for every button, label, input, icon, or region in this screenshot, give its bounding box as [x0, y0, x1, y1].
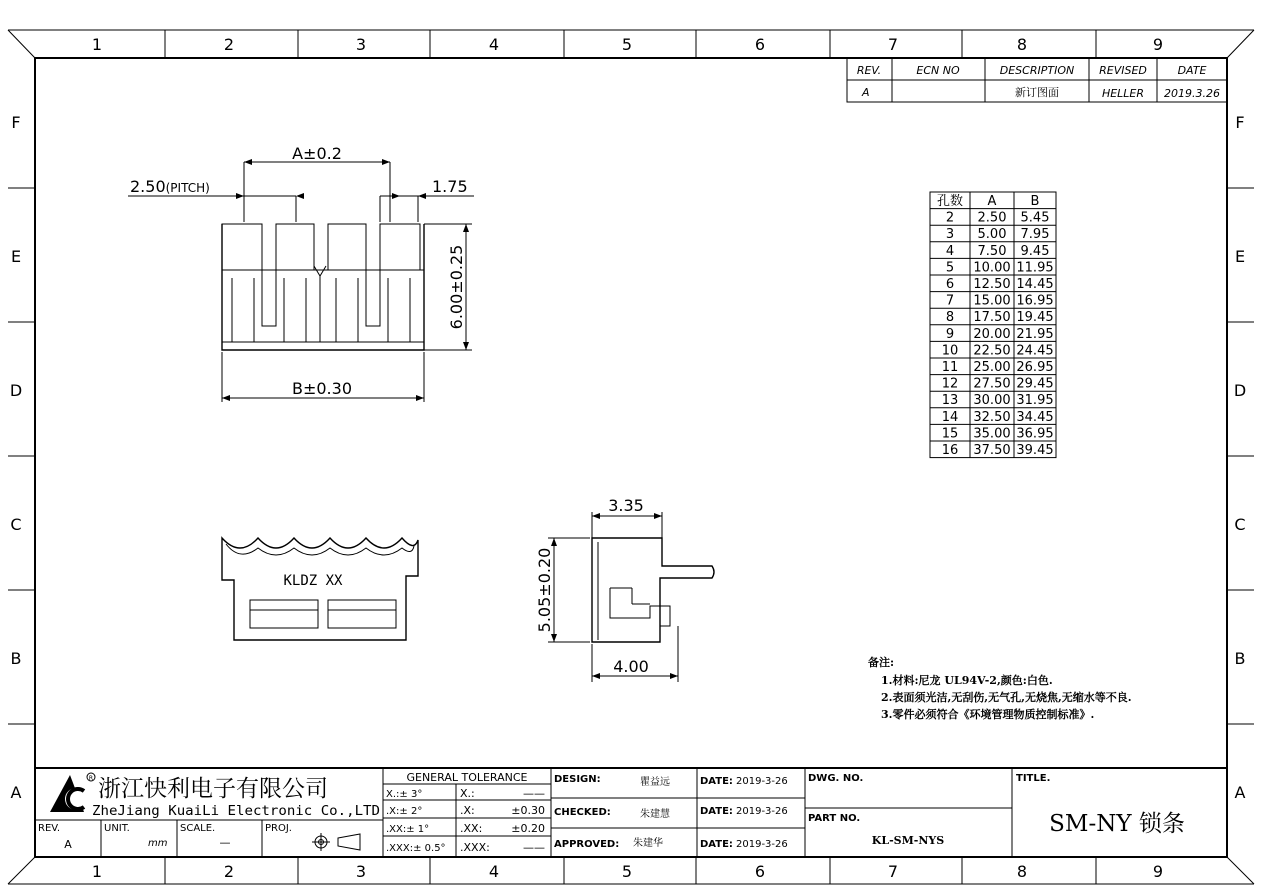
- scale-value: —: [219, 836, 231, 849]
- grid-row-label: C: [1234, 515, 1246, 534]
- approved-label: APPROVED:: [554, 839, 620, 850]
- tol-right-value: ——: [523, 841, 545, 854]
- scale-label: SCALE.: [180, 823, 216, 834]
- checked-label: CHECKED:: [554, 807, 611, 818]
- revised-value: HELLER: [1101, 87, 1145, 100]
- grid-col-label: 7: [887, 35, 899, 54]
- dim-400: 4.00: [613, 657, 649, 676]
- tol-left: X.:± 3°: [386, 789, 423, 800]
- company-name-en: ZheJiang KuaiLi Electronic Co.,LTD: [92, 804, 381, 819]
- hole-table-cell: 10: [941, 343, 959, 359]
- hole-table-cell: 34.45: [1016, 409, 1054, 425]
- grid-col-label: 5: [621, 862, 633, 881]
- note-line: 1.材料:尼龙 UL94V-2,颜色:白色.: [881, 674, 1053, 687]
- hole-table-cell: 9: [945, 326, 955, 342]
- hole-table-cell: 21.95: [1016, 326, 1054, 342]
- grid-col-label: 1: [91, 862, 103, 881]
- hole-table-cell: 17.50: [973, 310, 1011, 326]
- grid-row-label: B: [1234, 649, 1246, 668]
- grid-col-label: 8: [1016, 862, 1028, 881]
- grid-col-label: 7: [887, 862, 899, 881]
- hole-table-cell: 6: [945, 277, 955, 292]
- rev-header: REV.: [856, 64, 882, 77]
- grid-col-label: 9: [1152, 35, 1164, 54]
- date-label: DATE:: [700, 776, 733, 787]
- hole-table-cell: 30.00: [973, 393, 1011, 409]
- date-value: 2019-3-26: [736, 839, 788, 850]
- hole-table-cell: 14: [941, 409, 959, 425]
- dim-505: 5.05±0.20: [535, 547, 554, 633]
- hole-table-cell: 13: [941, 393, 959, 409]
- hole-table-cell: 16: [941, 443, 959, 458]
- hole-table-header: 孔数: [936, 194, 964, 209]
- grid-row-label: E: [10, 247, 22, 266]
- hole-table-cell: 25.00: [973, 360, 1011, 375]
- hole-table-cell: 39.45: [1016, 443, 1054, 458]
- dwg-no-label: DWG. NO.: [808, 773, 864, 784]
- tol-right-value: ——: [523, 787, 545, 800]
- approved-value: 朱建华: [633, 838, 663, 849]
- date-header: DATE: [1177, 64, 1207, 77]
- grid-col-label: 4: [488, 35, 500, 54]
- hole-table-cell: 15.00: [973, 293, 1011, 309]
- grid-row-label: F: [11, 113, 21, 132]
- dim-175: 1.75: [432, 177, 468, 196]
- grid-col-label: 4: [488, 862, 500, 881]
- tol-right-label: .X:: [460, 804, 475, 817]
- hole-table-cell: 29.45: [1016, 376, 1054, 392]
- grid-row-label: B: [10, 649, 22, 668]
- grid-row-label: D: [1233, 381, 1247, 400]
- grid-col-label: 2: [223, 862, 235, 881]
- date-value: 2019-3-26: [736, 806, 788, 817]
- grid-row-label: A: [1234, 783, 1246, 802]
- hole-table-cell: 7.95: [1020, 227, 1050, 243]
- tol-right-label: .XXX:: [460, 841, 490, 854]
- rev-label: REV.: [38, 823, 60, 834]
- grid-row-label: E: [1234, 247, 1246, 266]
- hole-table-cell: 5.45: [1020, 210, 1050, 226]
- hole-table-cell: 37.50: [973, 443, 1011, 458]
- design-value: 瞿益远: [640, 777, 670, 788]
- hole-table-header: A: [987, 194, 997, 209]
- dim-600: 6.00±0.25: [447, 244, 466, 330]
- hole-table-cell: 5.00: [977, 227, 1007, 243]
- hole-table-cell: 14.45: [1016, 277, 1054, 292]
- hole-table-cell: 4: [945, 243, 955, 259]
- date-value: 2019-3-26: [736, 776, 788, 787]
- ecn-header: ECN NO: [916, 64, 960, 77]
- tol-left: .XX:± 1°: [386, 824, 430, 835]
- hole-table-cell: 11.95: [1016, 260, 1054, 276]
- dim-pitch: 2.50(PITCH): [130, 177, 210, 196]
- hole-table-cell: 2.50: [977, 210, 1007, 226]
- grid-col-label: 9: [1152, 862, 1164, 881]
- grid-col-label: 1: [91, 35, 103, 54]
- part-no-value: KL-SM-NYS: [871, 834, 945, 847]
- hole-table-header: B: [1030, 194, 1040, 209]
- rev-value: A: [862, 86, 870, 99]
- tol-right-label: .XX:: [460, 822, 483, 835]
- hole-count-table: [930, 192, 1056, 458]
- grid-row-label: A: [10, 783, 22, 802]
- hole-table-cell: 7: [945, 293, 955, 309]
- dim-335: 3.35: [608, 496, 644, 515]
- hole-table-cell: 20.00: [973, 326, 1011, 342]
- hole-table-cell: 19.45: [1016, 310, 1054, 326]
- grid-col-label: 8: [1016, 35, 1028, 54]
- title-label: TITLE.: [1016, 773, 1051, 784]
- description-header: DESCRIPTION: [999, 64, 1075, 77]
- svg-text:R: R: [88, 775, 94, 782]
- hole-table-cell: 31.95: [1016, 393, 1054, 409]
- hole-table-cell: 27.50: [973, 376, 1011, 392]
- company-name-cn: 浙江快利电子有限公司: [98, 776, 328, 802]
- tol-left: .XXX:± 0.5°: [386, 843, 446, 854]
- hole-table-cell: 35.00: [973, 426, 1011, 442]
- hole-table-cell: 12.50: [973, 277, 1011, 292]
- notes-title: 备注:: [868, 656, 895, 669]
- hole-table-cell: 36.95: [1016, 426, 1054, 442]
- unit-value: mm: [148, 838, 168, 849]
- checked-value: 朱建慧: [640, 809, 670, 820]
- dim-b: B±0.30: [291, 379, 353, 398]
- grid-row-label: D: [9, 381, 23, 400]
- unit-label: UNIT.: [104, 823, 130, 834]
- tol-right-value: ±0.30: [511, 804, 545, 817]
- grid-col-label: 5: [621, 35, 633, 54]
- grid-col-label: 2: [223, 35, 235, 54]
- grid-row-label: F: [1235, 113, 1245, 132]
- hole-table-cell: 24.45: [1016, 343, 1054, 359]
- grid-col-label: 6: [754, 35, 766, 54]
- hole-table-cell: 12: [941, 376, 959, 392]
- date-label: DATE:: [700, 839, 733, 850]
- revised-header: REVISED: [1099, 64, 1147, 77]
- date-value: 2019.3.26: [1164, 87, 1220, 100]
- tol-left: .X:± 2°: [386, 806, 423, 817]
- design-label: DESIGN:: [554, 774, 601, 785]
- tol-right-label: X.:: [460, 787, 475, 800]
- tolerance-title: GENERAL TOLERANCE: [406, 771, 528, 784]
- grid-row-label: C: [10, 515, 22, 534]
- proj-label: PROJ.: [265, 823, 292, 834]
- hole-table-cell: 2: [945, 210, 955, 226]
- grid-col-label: 3: [355, 35, 367, 54]
- hole-table-cell: 10.00: [973, 260, 1011, 276]
- hole-table-cell: 16.95: [1016, 293, 1054, 309]
- rev-value: A: [64, 838, 72, 851]
- hole-table-cell: 11: [941, 360, 959, 375]
- hole-table-cell: 3: [945, 227, 955, 243]
- date-label: DATE:: [700, 806, 733, 817]
- note-line: 2.表面须光洁,无刮伤,无气孔,无烧焦,无缩水等不良.: [881, 691, 1132, 704]
- hole-table-cell: 5: [945, 260, 955, 276]
- note-line: 3.零件必须符合《环境管理物质控制标准》.: [881, 708, 1095, 721]
- dim-a: A±0.2: [292, 144, 342, 163]
- hole-table-cell: 7.50: [977, 243, 1007, 259]
- drawing-title: SM-NY 锁条: [1049, 811, 1185, 837]
- grid-col-label: 3: [355, 862, 367, 881]
- hole-table-cell: 8: [945, 310, 955, 326]
- grid-col-label: 6: [754, 862, 766, 881]
- part-marking: KLDZ XX: [283, 573, 343, 589]
- hole-table-cell: 15: [941, 426, 959, 442]
- hole-table-cell: 26.95: [1016, 360, 1054, 375]
- part-no-label: PART NO.: [808, 813, 861, 824]
- hole-table-cell: 9.45: [1020, 243, 1050, 259]
- hole-table-cell: 32.50: [973, 409, 1011, 425]
- description-value: 新订图面: [1015, 86, 1059, 99]
- tol-right-value: ±0.20: [511, 822, 545, 835]
- hole-table-cell: 22.50: [973, 343, 1011, 359]
